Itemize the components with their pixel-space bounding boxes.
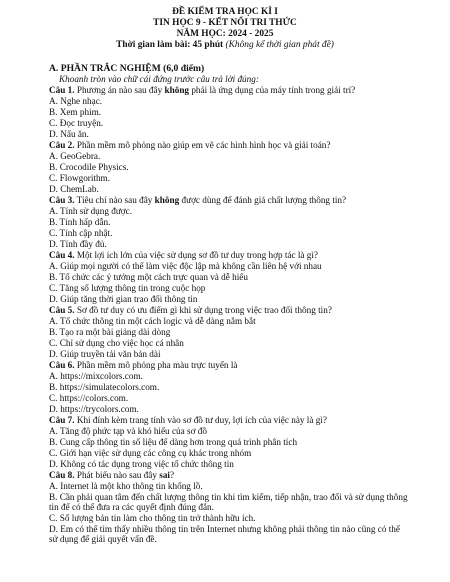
answer-option[interactable]: C. Flowgorithm.	[49, 173, 111, 183]
question-num: Câu 8.	[49, 470, 75, 480]
question-num: Câu 7.	[49, 415, 75, 425]
answer-option[interactable]: D. https://trycolors.com.	[49, 404, 139, 414]
answer-option[interactable]: A. Tính sử dụng được.	[49, 206, 133, 216]
question-num: Câu 1.	[49, 85, 75, 95]
answer-option[interactable]: B. Crocodile Physics.	[49, 162, 129, 172]
question-num: Câu 2.	[49, 140, 75, 150]
answer-option[interactable]: C. Đọc truyện.	[49, 118, 104, 128]
question-pre: Khi đính kèm trang tính vào sơ đồ tư duy, lợi ích của việc này là gì?	[74, 415, 327, 425]
question-pre: Tiêu chí nào sau đây	[74, 195, 155, 205]
answer-option[interactable]: D. Tính đầy đủ.	[49, 239, 107, 249]
answer-option[interactable]: A. GeoGebra.	[49, 151, 101, 161]
section-title: A. PHẦN TRẮC NGHIỆM (6,0 điểm)	[49, 63, 205, 74]
question-em: sai	[159, 470, 170, 480]
answer-option[interactable]: D. Không có tác dụng trong việc tổ chức thông tin	[49, 459, 234, 469]
answer-option[interactable]: A. Tổ chức thông tin một cách logic và dễ dàng nắm bắt	[49, 316, 256, 326]
question-post: phải là ứng dụng của máy tính trong giải trí?	[189, 85, 356, 95]
answer-option[interactable]: C. https://colors.com.	[49, 393, 129, 403]
answer-option[interactable]: A. https://mixcolors.com.	[49, 371, 143, 381]
question-em: không	[164, 85, 190, 95]
answer-option[interactable]: A. Internet là một kho thông tin khổng lồ.	[49, 481, 203, 491]
question-pre: Phát biểu nào sau đây	[74, 470, 160, 480]
exam-subject: TIN HỌC 9 - KẾT NỐI TRI THỨC	[153, 18, 297, 28]
question-num: Câu 5.	[49, 305, 75, 315]
answer-option[interactable]: D. ChemLab.	[49, 184, 99, 194]
exam-time	[0, 40, 450, 51]
question-7	[49, 415, 409, 426]
time-note: (Không kể thời gian phát đề)	[225, 40, 334, 50]
answer-option[interactable]: B. Tổ chức các ý tưởng một cách trực quan và dễ hiểu	[49, 272, 248, 282]
answer-option[interactable]: B. Cần phải quan tâm đến chất lượng thông tin khi tìm kiếm, tiếp nhận, trao đổi và sử dụng thông tin để có thể đưa ra các quyết định đúng đắn.	[49, 492, 408, 513]
answer-option[interactable]: C. Tăng số lượng thông tin trong cuộc họp	[49, 283, 206, 293]
time-limit: Thời gian làm bài: 45 phút	[116, 40, 224, 50]
answer-option[interactable]: C. Giới hạn việc sử dụng các công cụ khác trong nhóm	[49, 448, 252, 458]
question-1	[49, 85, 409, 96]
exam-content	[49, 63, 409, 545]
question-4	[49, 250, 409, 261]
section-instruction: Khoanh tròn vào chữ cái đứng trước câu trả lời đúng:	[59, 74, 259, 84]
question-3	[49, 195, 409, 206]
question-pre: Một lợi ích lớn của việc sử dụng sơ đồ tư duy trong hợp tác là gì?	[74, 250, 319, 260]
answer-option[interactable]: A. Nghe nhạc.	[49, 96, 103, 106]
question-num: Câu 3.	[49, 195, 75, 205]
answer-option[interactable]: A. Giúp mọi người có thể làm việc độc lập mà không cần liên hệ với nhau	[49, 261, 322, 271]
answer-option[interactable]: C. Số lượng bản tin làm cho thông tin trở thành hữu ích.	[49, 512, 256, 523]
answer-option[interactable]: C. Tính cập nhật.	[49, 228, 113, 238]
question-em: không	[154, 195, 180, 205]
question-5	[49, 305, 409, 316]
exam-title: ĐỀ KIỂM TRA HỌC KÌ I	[172, 7, 278, 17]
answer-option[interactable]: D. Giúp tăng thời gian trao đổi thông tin	[49, 294, 198, 304]
answer-option[interactable]: B. Tính hấp dẫn.	[49, 217, 111, 227]
question-list	[49, 85, 409, 545]
question-2	[49, 140, 409, 151]
question-pre: Phần mềm mô phỏng pha màu trực tuyến là	[74, 360, 238, 370]
answer-option[interactable]: D. Giúp truyền tải văn bản dài	[49, 349, 161, 359]
question-6	[49, 360, 409, 371]
answer-option[interactable]: B. Cung cấp thông tin số liệu để dàng hơn trong quá trình phân tích	[49, 437, 298, 447]
answer-option[interactable]: C. Chỉ sử dụng cho việc học cá nhân	[49, 338, 184, 348]
answer-option[interactable]: B. Xem phim.	[49, 107, 102, 117]
answer-option[interactable]: D. Em có thể tìm thấy nhiều thông tin trên Internet nhưng không phải thông tin nào cũng có thể sử dụng để giải quyết vấn đề.	[49, 523, 400, 545]
answer-option[interactable]: B. Tạo ra một bài giảng dài dòng	[49, 327, 171, 337]
question-8	[49, 470, 409, 481]
exam-year: NĂM HỌC: 2024 - 2025	[176, 29, 274, 39]
question-num: Câu 6.	[49, 360, 75, 370]
answer-option[interactable]: D. Nấu ăn.	[49, 129, 89, 139]
question-num: Câu 4.	[49, 250, 75, 260]
question-post: được dùng để đánh giá chất lượng thông tin?	[179, 195, 347, 205]
question-post: ?	[169, 470, 175, 480]
question-pre: Sơ đồ tư duy có ưu điểm gì khi sử dụng trong việc trao đổi thông tin?	[74, 305, 332, 315]
answer-option[interactable]: B. https://simulatecolors.com.	[49, 382, 160, 392]
answer-option[interactable]: A. Tăng độ phức tạp và khó hiểu của sơ đồ	[49, 426, 207, 436]
question-pre: Phương án nào sau đây	[74, 85, 165, 95]
question-pre: Phần mềm mô phỏng nào giúp em vẽ các hình hình học và giải toán?	[74, 140, 331, 150]
